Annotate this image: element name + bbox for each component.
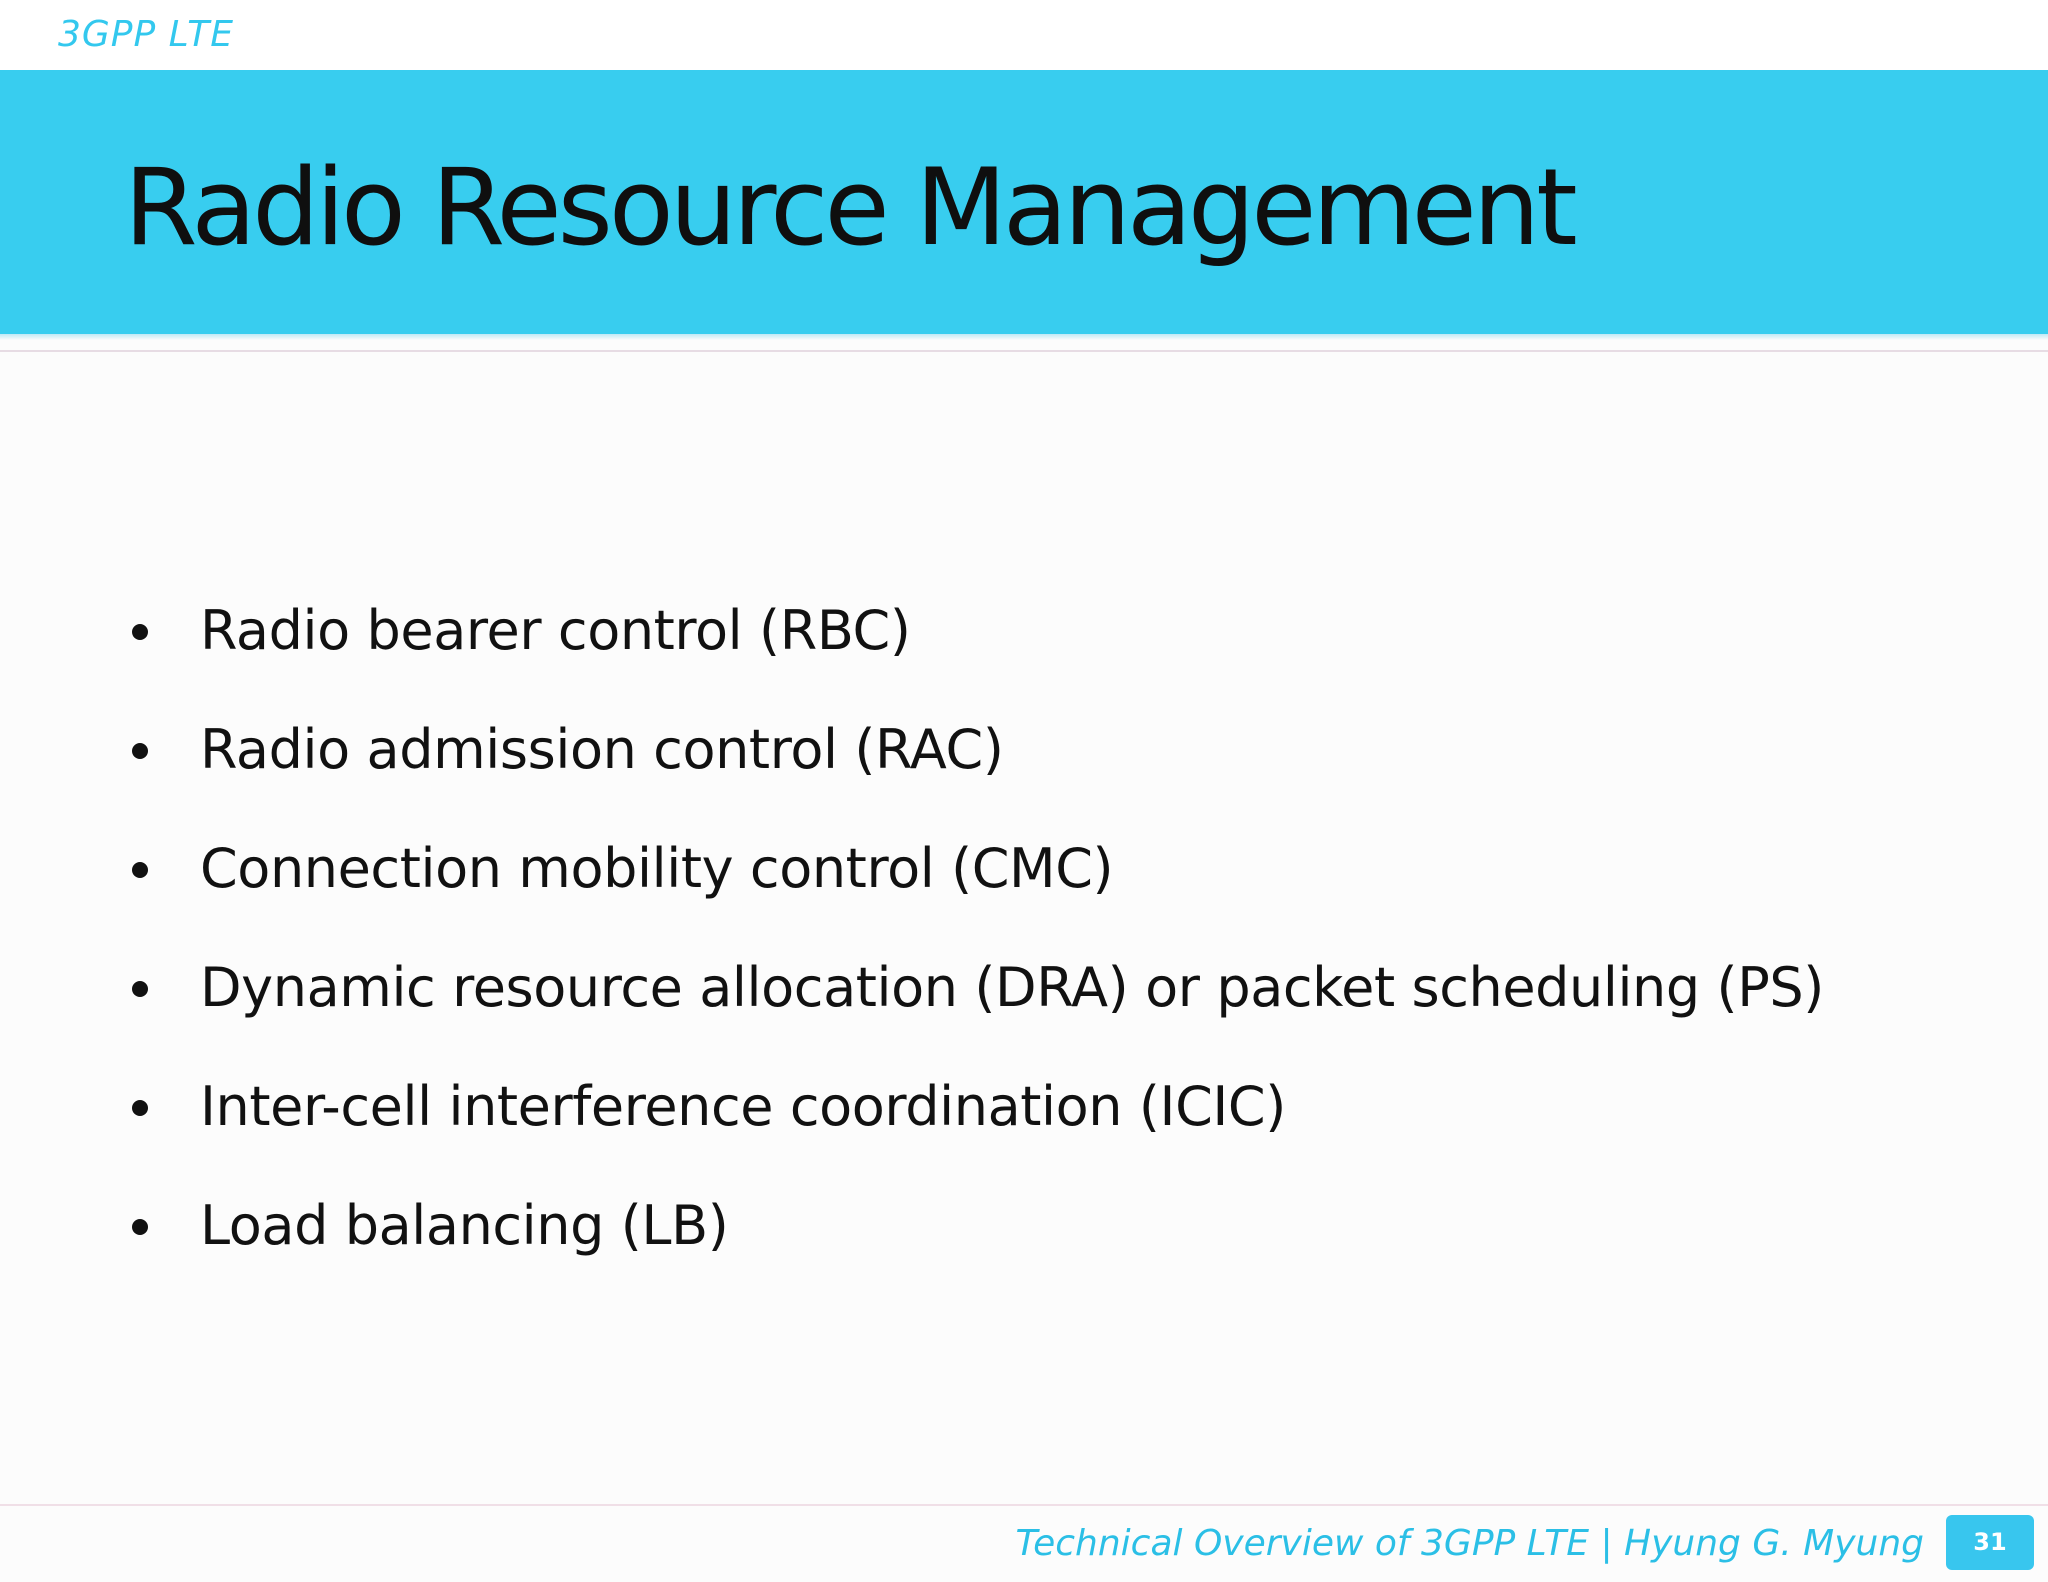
bullet-icon <box>132 981 148 997</box>
bullet-icon <box>132 624 148 640</box>
bullet-icon <box>132 1219 148 1235</box>
bullet-text: Connection mobility control (CMC) <box>200 837 1114 900</box>
bullet-text: Inter-cell interference coordination (ICIC) <box>200 1075 1286 1138</box>
top-strip <box>0 0 2048 70</box>
bullet-text: Radio admission control (RAC) <box>200 718 1004 781</box>
bullet-text: Radio bearer control (RBC) <box>200 599 911 662</box>
title-band-shadow <box>0 334 2048 340</box>
bullet-icon <box>132 743 148 759</box>
bullet-icon <box>132 862 148 878</box>
bullet-text: Load balancing (LB) <box>200 1194 729 1257</box>
title-divider <box>0 350 2048 352</box>
footer-caption: Technical Overview of 3GPP LTE | Hyung G. Myung <box>1015 1523 1924 1564</box>
page-number-badge: 31 <box>1946 1515 2034 1570</box>
bullet-text: Dynamic resource allocation (DRA) or packet scheduling (PS) <box>200 956 1824 1019</box>
slide-title: Radio Resource Management <box>124 146 1574 269</box>
bullet-icon <box>132 1100 148 1116</box>
header-tag: 3GPP LTE <box>58 14 235 55</box>
footer-divider <box>0 1504 2048 1506</box>
